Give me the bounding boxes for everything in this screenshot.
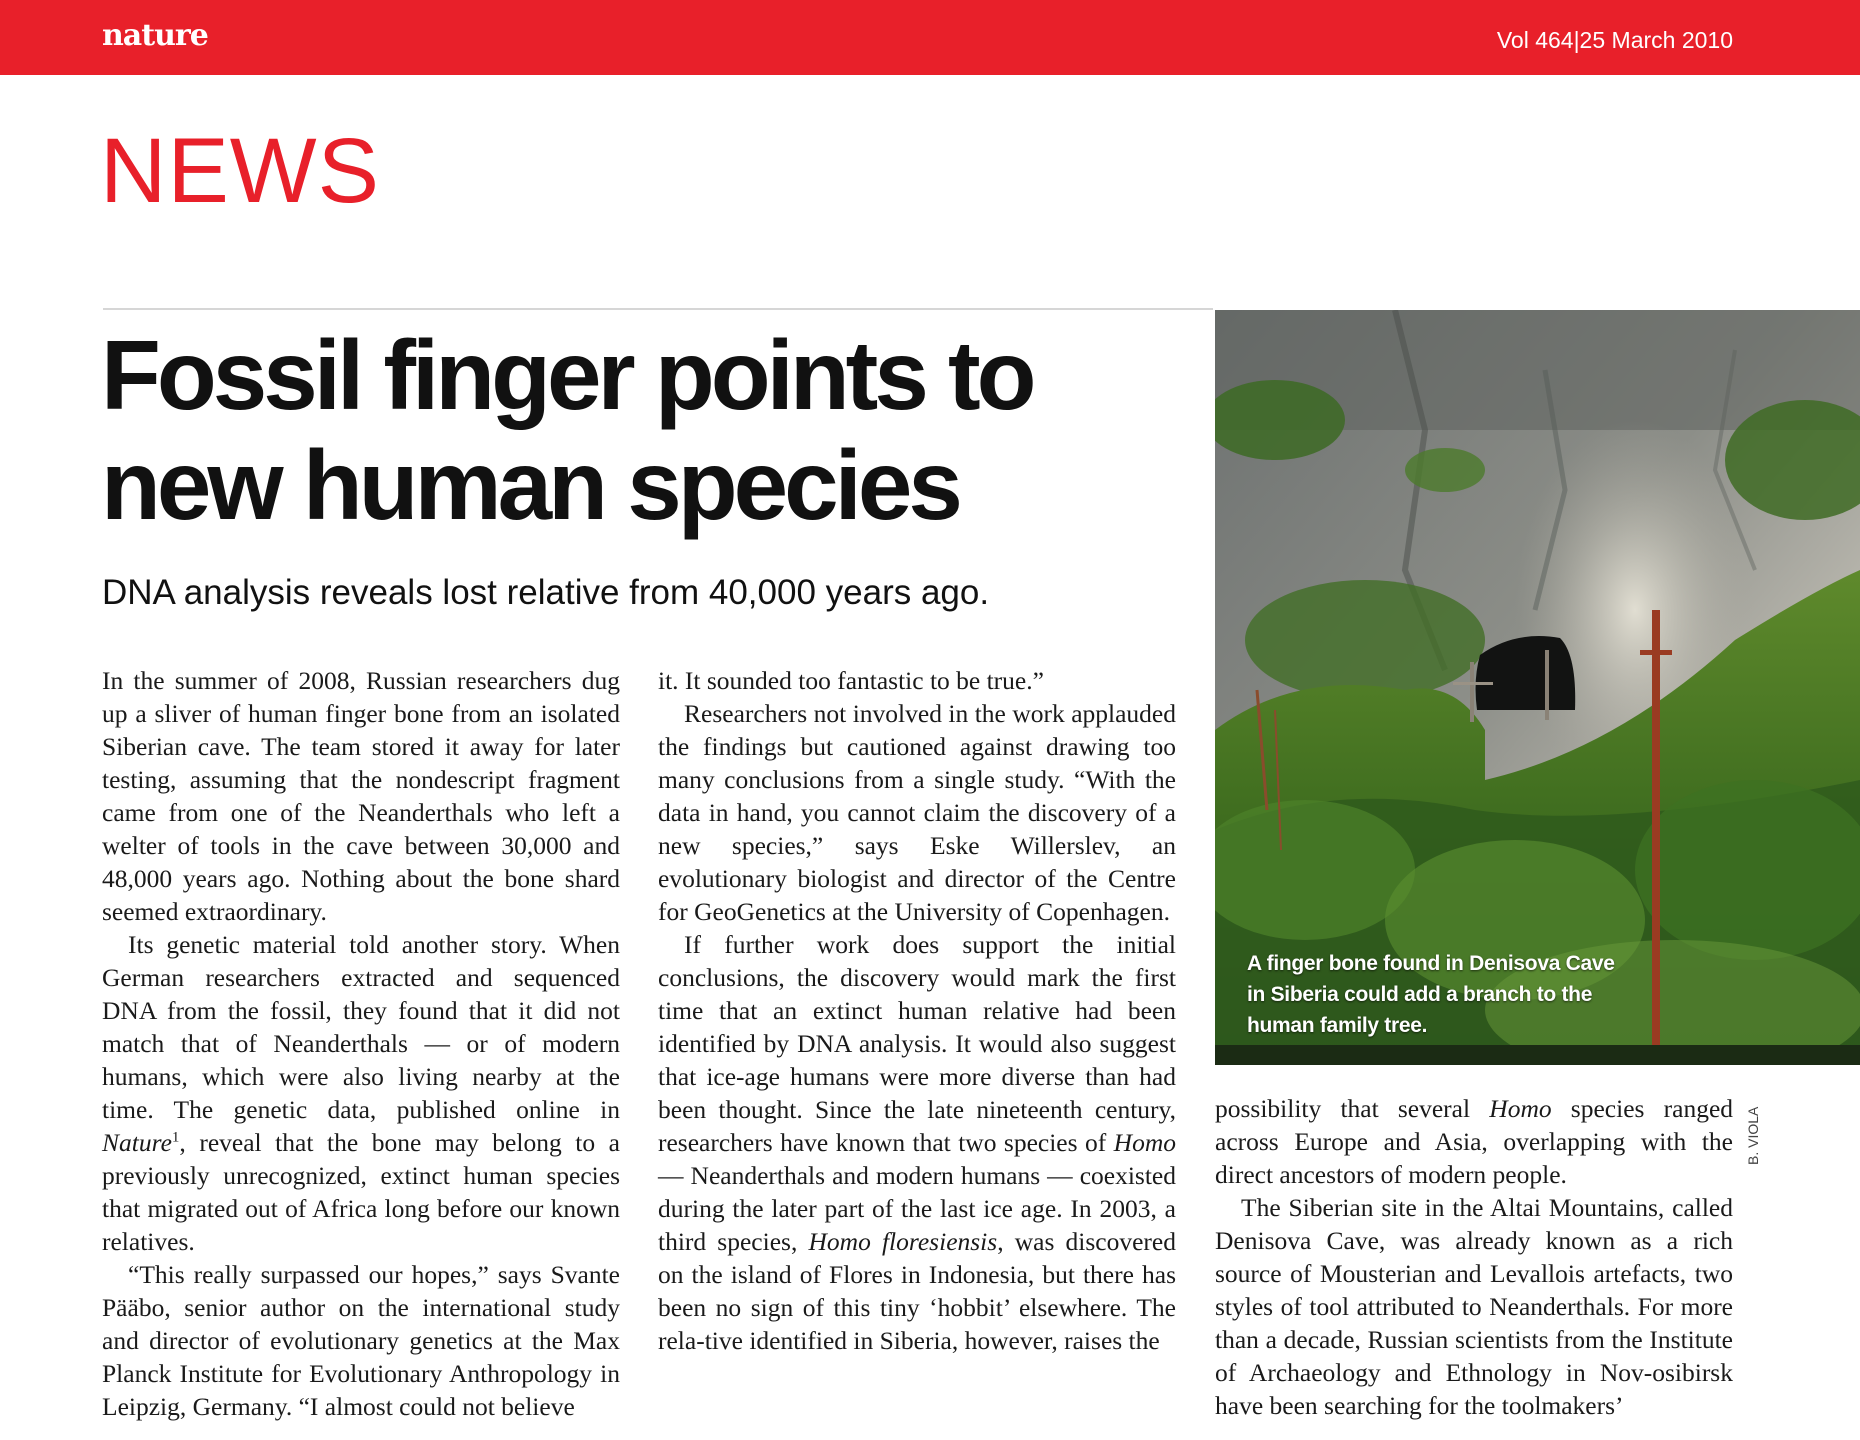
paragraph: “This really surpassed our hopes,” says Svante Pääbo, senior author on the international study and director of evolutionary genetics at the Max Planck Institute for Evolutionary Anthropology in Leipzig, Germany. “I almost could not believe	[102, 1260, 620, 1421]
issue-info: Vol 464|25 March 2010	[1496, 27, 1733, 53]
paragraph: In the summer of 2008, Russian researchers dug up a sliver of human finger bone from an isolated Siberian cave. The team stored it away for later testing, assuming that the nondescript fragment came from one of the Neanderthals who left a welter of tools in the cave between 30,000 and 48,000 years ago. Nothing about the bone shard seemed extraordinary.	[102, 666, 620, 926]
paragraph: Researchers not involved in the work applauded the findings but cautioned against drawing too many conclusions from a single study. “With the data in hand, you cannot claim the discovery of a new species,” says Eske Willerslev, an evolutionary biologist and director of the Centre for GeoGenetics at the University of Copenhagen.	[658, 699, 1176, 926]
species-name: Homo	[1113, 1128, 1176, 1157]
section-title: NEWS	[100, 120, 380, 222]
body-column-1	[102, 664, 620, 1423]
paragraph: The Siberian site in the Altai Mountains, called Denisova Cave, was already known as a rich source of Mousterian and Levallois artefacts, two styles of tool attributed to Neanderthals. For more than a decade, Russian scientists from the Institute of Archaeology and Ethnology in Nov-osibirsk have been searching for the toolmakers’	[1215, 1193, 1733, 1420]
photo-credit: B. VIOLA	[1745, 1106, 1761, 1165]
headline-divider	[103, 308, 1213, 310]
species-name: Homo floresiensis	[808, 1227, 998, 1256]
article-standfirst: DNA analysis reveals lost relative from 40,000 years ago.	[102, 573, 990, 612]
reference-marker[interactable]: 1	[171, 1129, 180, 1146]
paragraph: Its genetic material told another story. When German researchers extracted and sequenced DNA from the fossil, they found that it did not match that of Neanderthals — or of modern humans, which were also living nearby at the time. The genetic data, published online in Nature$^1$, reveal that the bone may belong to a previously unrecognized, extinct human species that migrated out of Africa long before our known relatives.	[102, 930, 620, 1256]
paragraph: it. It sounded too fantastic to be true.”	[658, 666, 1044, 695]
species-name: Homo	[1489, 1094, 1552, 1123]
nature-logo[interactable]: nature	[102, 18, 208, 53]
paragraph: If further work does support the initial conclusions, the discovery would mark the first time that an extinct human relative had been identified by DNA analysis. It would also suggest that ice-age humans were more diverse than had been thought. Since the late nineteenth century, researchers have known that two species of Homo — Neanderthals and modern humans — coexisted during the later part of the last ice age. In 2003, a third species, Homo floresiensis, was discovered on the island of Flores in Indonesia, but there has been no sign of this tiny ‘hobbit’ elsewhere. The rela-tive identified in Siberia, however, raises the	[658, 930, 1176, 1355]
headline-line-2: new human species	[101, 430, 959, 540]
body-column-3	[1215, 1092, 1733, 1422]
headline-line-1: Fossil finger points to	[101, 320, 1033, 430]
photo-caption: A finger bone found in Denisova Cave in Siberia could add a branch to the human family tree.	[1247, 952, 1615, 1037]
article-headline	[101, 320, 1201, 540]
masthead-bar	[0, 0, 1860, 75]
paragraph: possibility that several Homo species ranged across Europe and Asia, overlapping with the direct ancestors of modern people.	[1215, 1094, 1734, 1189]
body-column-2	[658, 664, 1176, 1357]
journal-name: Nature	[102, 1128, 172, 1157]
